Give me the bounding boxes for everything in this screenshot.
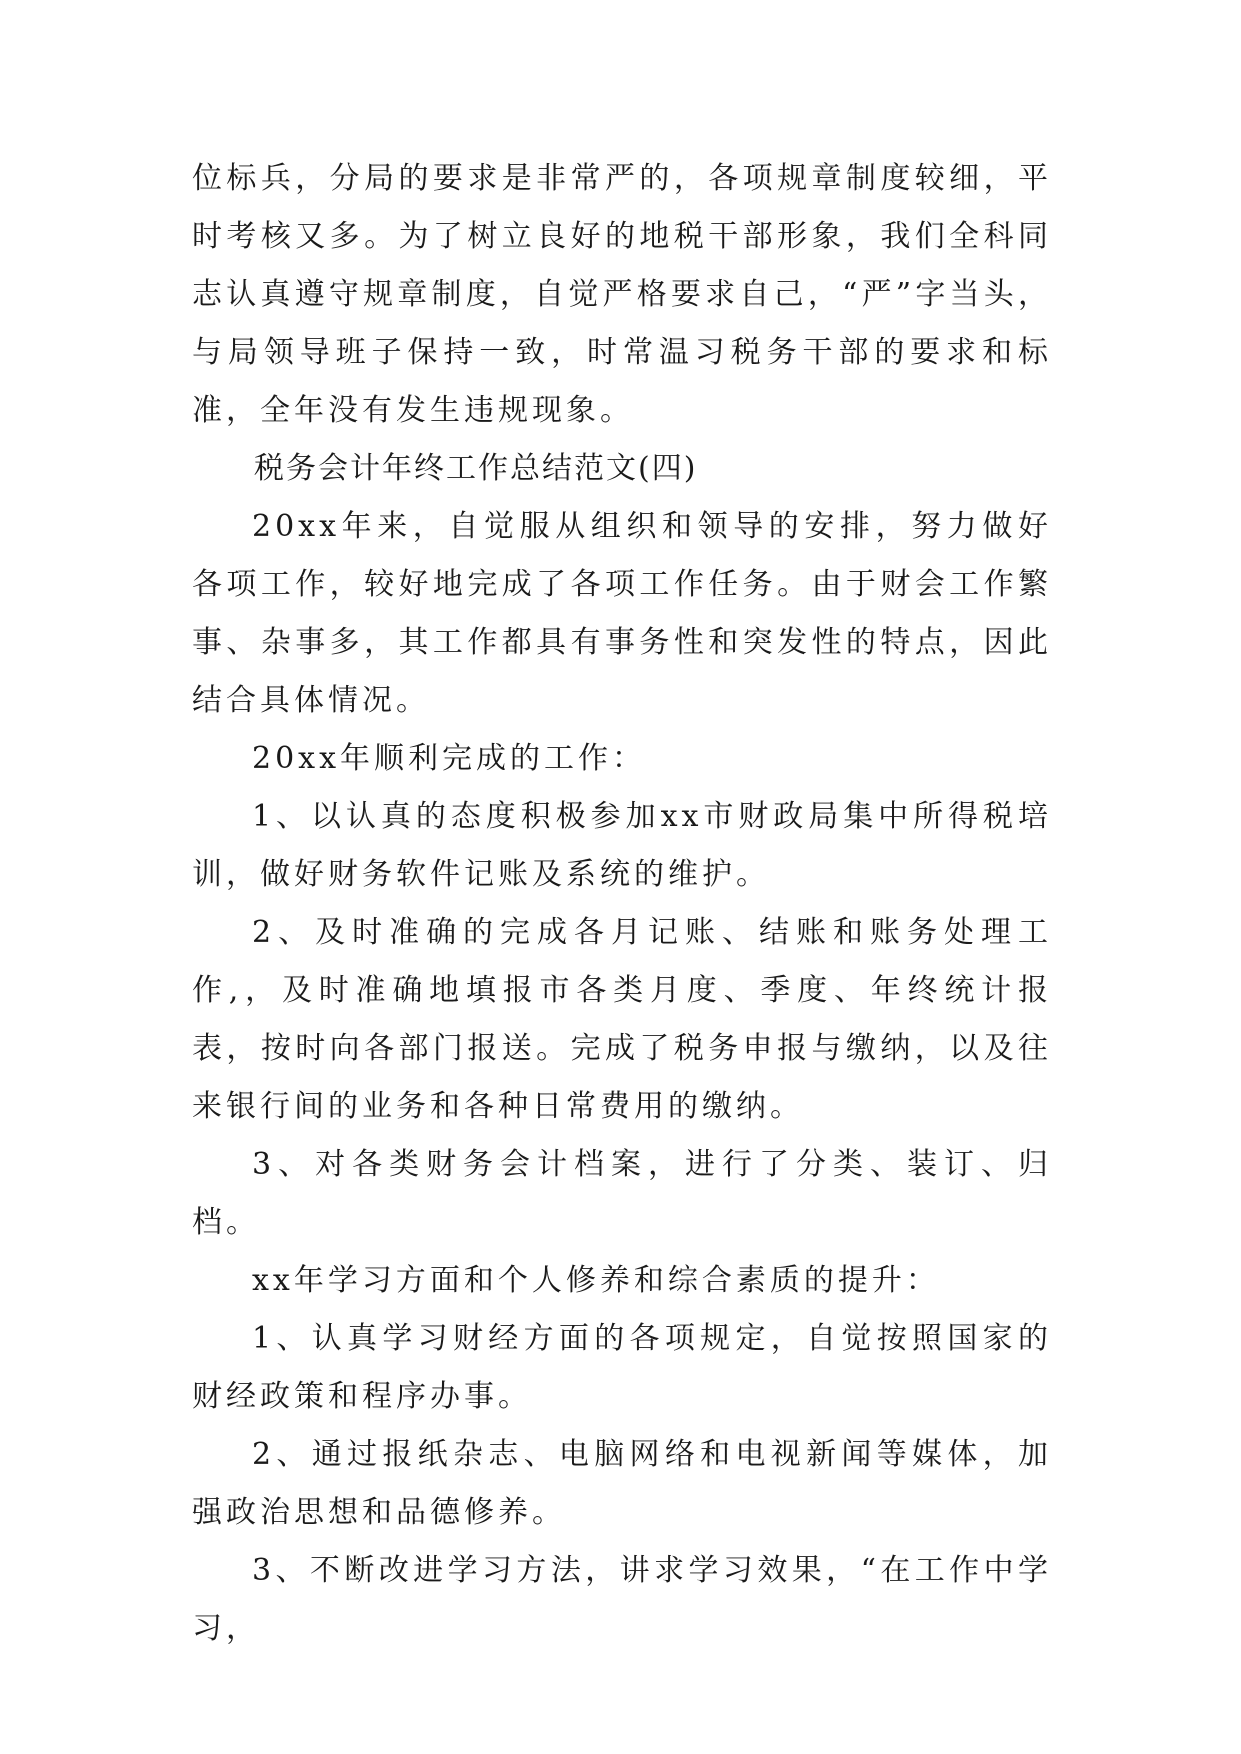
list-item-study-2: 2、通过报纸杂志、电脑网络和电视新闻等媒体，加强政治思想和品德修养。 xyxy=(192,1437,1052,1530)
list-item-work-1: 1、以认真的态度积极参加xx市财政局集中所得税培训，做好财务软件记账及系统的维护。 xyxy=(192,799,1052,892)
paragraph-continuation: 位标兵，分局的要求是非常严的，各项规章制度较细，平时考核又多。为了树立良好的地税干部形象，我们全科同志认真遵守规章制度，自觉严格要求自己，“严”字当头，与局领导班子保持一致，时常温习税务干部的要求和标准，全年没有发生违规现象。 xyxy=(192,161,1052,428)
paragraph-intro: 20xx年来，自觉服从组织和领导的安排，努力做好各项工作，较好地完成了各项工作任务。由于财会工作繁事、杂事多，其工作都具有事务性和突发性的特点，因此结合具体情况。 xyxy=(192,509,1052,718)
document-body xyxy=(192,150,1052,1658)
list-item-work-2: 2、及时准确的完成各月记账、结账和账务处理工作,，及时准确地填报市各类月度、季度、年终统计报表，按时向各部门报送。完成了税务申报与缴纳，以及往来银行间的业务和各种日常费用的缴纳。 xyxy=(192,915,1052,1124)
section-heading: 税务会计年终工作总结范文(四) xyxy=(254,451,698,486)
list-item-study-3: 3、不断改进学习方法，讲求学习效果，“在工作中学习， xyxy=(192,1553,1052,1646)
list-item-work-3: 3、对各类财务会计档案，进行了分类、装订、归档。 xyxy=(192,1147,1052,1240)
paragraph-completed-work-title: 20xx年顺利完成的工作： xyxy=(252,741,647,776)
paragraph-study-title: xx年学习方面和个人修养和综合素质的提升： xyxy=(252,1263,940,1298)
list-item-study-1: 1、认真学习财经方面的各项规定，自觉按照国家的财经政策和程序办事。 xyxy=(192,1321,1052,1414)
